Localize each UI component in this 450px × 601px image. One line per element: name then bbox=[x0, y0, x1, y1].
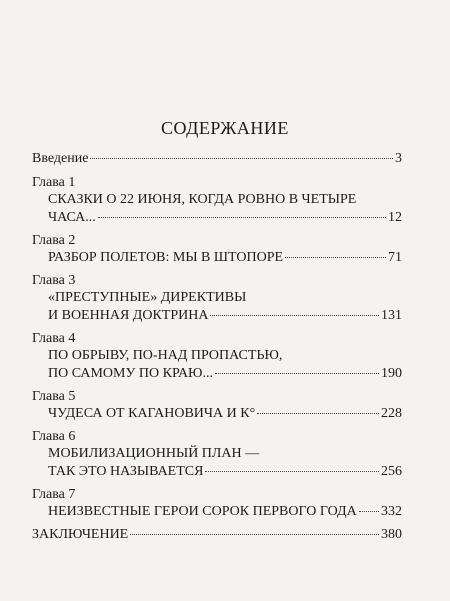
dot-leader bbox=[90, 158, 393, 159]
toc-entry-intro bbox=[32, 150, 402, 168]
chapter-label: Глава 5 bbox=[32, 389, 76, 404]
dot-leader bbox=[205, 471, 379, 472]
entry-title-line: «ПРЕСТУПНЫЕ» ДИРЕКТИВЫ bbox=[48, 290, 247, 305]
entry-title-line: РАЗБОР ПОЛЕТОВ: МЫ В ШТОПОРЕ bbox=[48, 250, 284, 265]
dot-leader bbox=[130, 534, 379, 535]
entry-page-number: 380 bbox=[381, 527, 402, 542]
entry-page-number: 190 bbox=[381, 366, 402, 381]
entry-title-line: И ВОЕННАЯ ДОКТРИНА bbox=[48, 308, 209, 323]
entry-page-number: 131 bbox=[381, 308, 402, 323]
entry-title-line: ПО ОБРЫВУ, ПО-НАД ПРОПАСТЬЮ, bbox=[48, 348, 283, 363]
dot-leader bbox=[210, 315, 379, 316]
chapter-label: Глава 1 bbox=[32, 175, 76, 190]
entry-title-line: НЕИЗВЕСТНЫЕ ГЕРОИ СОРОК ПЕРВОГО ГОДА bbox=[48, 504, 357, 519]
toc-entry-chapter-7 bbox=[32, 486, 402, 521]
entry-page-number: 12 bbox=[388, 210, 402, 225]
entry-title-line: Введение bbox=[32, 151, 89, 166]
dot-leader bbox=[285, 257, 386, 258]
toc-entry-chapter-2 bbox=[32, 232, 402, 267]
chapter-label: Глава 7 bbox=[32, 487, 76, 502]
entry-page-number: 332 bbox=[381, 504, 402, 519]
toc-entry-chapter-3 bbox=[32, 272, 402, 325]
chapter-label: Глава 6 bbox=[32, 429, 76, 444]
toc-entry-chapter-1 bbox=[32, 174, 402, 227]
entry-title-line: СКАЗКИ О 22 ИЮНЯ, КОГДА РОВНО В ЧЕТЫРЕ bbox=[48, 192, 357, 207]
toc-entry-chapter-5 bbox=[32, 388, 402, 423]
entry-title-line: ЧУДЕСА ОТ КАГАНОВИЧА И К° bbox=[48, 406, 256, 421]
dot-leader bbox=[257, 413, 379, 414]
toc-entry-chapter-4 bbox=[32, 330, 402, 383]
dot-leader bbox=[98, 217, 386, 218]
entry-title-line: ПО САМОМУ ПО КРАЮ... bbox=[48, 366, 213, 381]
toc-entry-chapter-6 bbox=[32, 428, 402, 481]
table-of-contents bbox=[32, 150, 402, 549]
toc-entry-conclusion bbox=[32, 526, 402, 544]
chapter-label: Глава 2 bbox=[32, 233, 76, 248]
entry-title-line: ТАК ЭТО НАЗЫВАЕТСЯ bbox=[48, 464, 204, 479]
dot-leader bbox=[215, 373, 379, 374]
page-title: СОДЕРЖАНИЕ bbox=[161, 118, 289, 138]
entry-title-line: ЗАКЛЮЧЕНИЕ bbox=[32, 527, 129, 542]
entry-page-number: 3 bbox=[395, 151, 402, 166]
chapter-label: Глава 4 bbox=[32, 331, 76, 346]
entry-title-line: МОБИЛИЗАЦИОННЫЙ ПЛАН — bbox=[48, 446, 260, 461]
entry-page-number: 71 bbox=[388, 250, 402, 265]
entry-page-number: 256 bbox=[381, 464, 402, 479]
dot-leader bbox=[359, 511, 379, 512]
entry-title-line: ЧАСА... bbox=[48, 210, 96, 225]
chapter-label: Глава 3 bbox=[32, 273, 76, 288]
entry-page-number: 228 bbox=[381, 406, 402, 421]
